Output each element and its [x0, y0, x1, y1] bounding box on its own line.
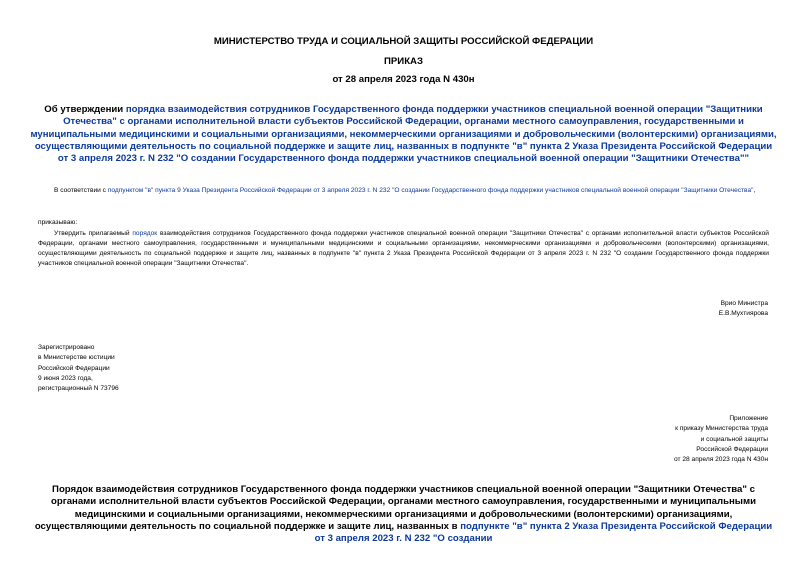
- doc-type-heading: ПРИКАЗ: [384, 56, 423, 67]
- title-prefix: Об утверждении: [44, 104, 126, 115]
- doc-date-heading: от 28 апреля 2023 года N 430н: [332, 74, 475, 85]
- appendix-line-2: к приказу Министерства труда: [675, 425, 768, 433]
- approve-text: взаимодействия сотрудников Государственного фонда поддержки участников специальной военной операции "Защитники Отечества" с органами исполнительной власти субъектов Российской Федерации, органами местного самоуправления, государственными и муниципальными медицинскими и социальными организациями, некоммерческими организациями и добровольческими (волонтерскими) организациями, осуществляющими деятельность по социальной поддержке и защите лиц, названных в подпункте "в" пункта 2 Указа Президента Российской Федерации от 3 апреля 2023 г. N 232 "О создании Государственного фонда поддержки участников специальной военной операции "Защитники Отечества".: [38, 230, 769, 267]
- procedure-title-text: Порядок взаимодействия сотрудников Государственного фонда поддержки участников специальной военной операции "Защитники Отечества" с органами исполнительной власти субъектов Российской Федерации, органами местного самоуправления, государственными и муниципальными медицинскими и социальными организациями, некоммерческими организациями и добровольческими (волонтерскими) организациями, осуществляющими деятельность по социальной поддержке и защите лиц, названных в: [34, 484, 756, 532]
- title-link[interactable]: порядка взаимодействия сотрудников Государственного фонда поддержки участников специальной военной операции "Защитники Отечества" с органами исполнительной власти субъектов Российской Федерации, органами местного самоуправления, государственными и муниципальными медицинскими и социальными организациями, некоммерческими организациями и добровольческими (волонтерскими) организациями, осуществляющими деятельность по социальной поддержке и защите лиц, названных в подпункте "в" пункта 2 Указа Президента Российской Федерации от 3 апреля 2023 г. N 232 "О создании Государственного фонда поддержки участников специальной военной операции "Защитники Отечества"": [30, 104, 777, 165]
- appendix-line-3: и социальной защиты: [700, 435, 768, 443]
- appendix-line-5: от 28 апреля 2023 года N 430н: [673, 456, 768, 464]
- registration-block: [38, 343, 119, 394]
- registration-line-5: регистрационный N 73796: [38, 385, 119, 393]
- document-title: [30, 104, 777, 165]
- approve-prefix: Утвердить прилагаемый: [54, 230, 133, 237]
- ministry-heading: МИНИСТЕРСТВО ТРУДА И СОЦИАЛЬНОЙ ЗАЩИТЫ РОССИЙСКОЙ ФЕДЕРАЦИИ: [213, 36, 594, 47]
- preamble-link[interactable]: подпунктом "в" пункта 9 Указа Президента Российской Федерации от 3 апреля 2023 г. N 232 "О создании Государственного фонда поддержки участников специальной военной операции "Защитники Отечества": [107, 187, 754, 194]
- registration-line-3: Российской Федерации: [38, 364, 110, 372]
- appendix-line-4: Российской Федерации: [696, 445, 768, 453]
- approve-paragraph: [38, 229, 769, 269]
- preamble-suffix: ,: [753, 187, 756, 194]
- appendix-line-1: Приложение: [729, 415, 768, 422]
- registration-line-2: в Министерстве юстиции: [38, 354, 115, 362]
- registration-line-1: Зарегистрировано: [38, 344, 95, 351]
- signature-block: [719, 299, 768, 320]
- order-word: приказываю:: [38, 219, 78, 226]
- preamble-prefix: В соответствии с: [54, 187, 108, 194]
- approve-link[interactable]: порядок: [132, 230, 158, 237]
- procedure-title: [30, 484, 777, 545]
- registration-line-4: 9 июня 2023 года,: [38, 374, 93, 382]
- signature-position: Врио Министра: [720, 300, 768, 307]
- preamble-paragraph: [38, 186, 769, 196]
- appendix-block: [674, 414, 768, 465]
- procedure-title-link[interactable]: подпункте "в" пункта 2 Указа Президента Российской Федерации от 3 апреля 2023 г. N 232 "О создании: [314, 520, 773, 545]
- signature-name: Е.В.Мухтиярова: [718, 310, 768, 318]
